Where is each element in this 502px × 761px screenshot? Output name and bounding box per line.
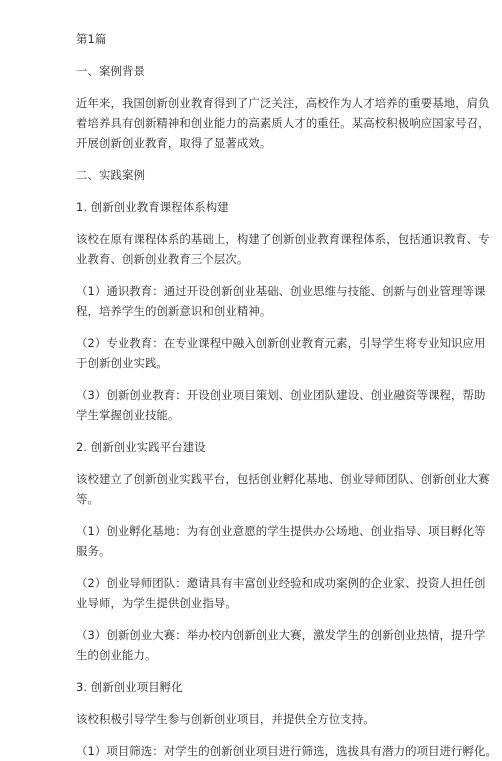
text-line: 于创新创业实践。 bbox=[76, 356, 168, 370]
case-title-2: 2. 创新创业实践平台建设 bbox=[76, 440, 206, 454]
text-line: （1）通识教育：通过开设创新创业基础、创业思维与技能、创新与创业管理等课 bbox=[76, 284, 486, 298]
page-label: 第1篇 bbox=[76, 32, 107, 46]
section-heading-background: 一、案例背景 bbox=[76, 64, 145, 78]
text-line: 业导师，为学生提供创业指导。 bbox=[76, 596, 237, 610]
text-line: 该校在原有课程体系的基础上，构建了创新创业教育课程体系，包括通识教育、专 bbox=[76, 232, 490, 246]
text-line: 着培养具有创新精神和创业能力的高素质人才的重任。某高校积极响应国家号召， bbox=[76, 116, 490, 130]
text-line: 程，培养学生的创新意识和创业精神。 bbox=[76, 304, 272, 318]
paragraph-case1-item1 bbox=[76, 281, 486, 321]
paragraph-case3-item1 bbox=[76, 741, 498, 761]
paragraph-case1-item2 bbox=[76, 333, 486, 373]
text-line: （2）创业导师团队：邀请具有丰富创业经验和成功案例的企业家、投资人担任创 bbox=[76, 576, 486, 590]
paragraph-case1-intro bbox=[76, 229, 490, 269]
paragraph-case2-item3 bbox=[76, 625, 486, 665]
paragraph-case1-item3 bbox=[76, 385, 486, 425]
case-title-3: 3. 创新创业项目孵化 bbox=[76, 680, 183, 694]
text-line: 该校建立了创新创业实践平台，包括创业孵化基地、创业导师团队、创新创业大赛 bbox=[76, 472, 490, 486]
text-line: （1）项目筛选：对学生的创新创业项目进行筛选，选拔具有潜力的项目进行孵化。 bbox=[76, 744, 498, 758]
paragraph-case2-intro bbox=[76, 469, 490, 509]
text-line: 开展创新创业教育，取得了显著成效。 bbox=[76, 136, 272, 150]
text-line: 近年来，我国创新创业教育得到了广泛关注，高校作为人才培养的重要基地，肩负 bbox=[76, 96, 490, 110]
text-line: （3）创新创业大赛：举办校内创新创业大赛，激发学生的创新创业热情，提升学 bbox=[76, 628, 486, 642]
text-line: （2）专业教育：在专业课程中融入创新创业教育元素，引导学生将专业知识应用 bbox=[76, 336, 486, 350]
section-heading-practice: 二、实践案例 bbox=[76, 168, 145, 182]
text-line: 该校积极引导学生参与创新创业项目，并提供全方位支持。 bbox=[76, 712, 375, 726]
text-line: 服务。 bbox=[76, 544, 111, 558]
text-line: 学生掌握创业技能。 bbox=[76, 408, 180, 422]
case-title-1: 1. 创新创业教育课程体系构建 bbox=[76, 200, 229, 214]
text-line: （3）创新创业教育：开设创业项目策划、创业团队建设、创业融资等课程，帮助 bbox=[76, 388, 486, 402]
paragraph-background bbox=[76, 93, 490, 153]
paragraph-case2-item1 bbox=[76, 521, 486, 561]
text-line: 等。 bbox=[76, 492, 99, 506]
text-line: 业教育、创新创业教育三个层次。 bbox=[76, 252, 249, 266]
text-line: 生的创业能力。 bbox=[76, 648, 157, 662]
paragraph-case3-intro bbox=[76, 709, 462, 729]
paragraph-case2-item2 bbox=[76, 573, 486, 613]
text-line: （1）创业孵化基地：为有创业意愿的学生提供办公场地、创业指导、项目孵化等 bbox=[76, 524, 486, 538]
